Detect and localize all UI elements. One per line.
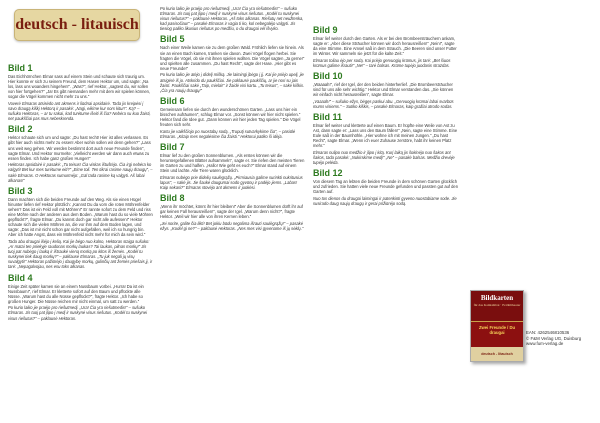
section-heading: Bild 6: [160, 95, 185, 106]
imprint: [526, 330, 581, 347]
column-2: [160, 6, 305, 418]
german-text: Elmar lief weiter und kletterte auf einen Baum. Er hüpfte eine Weile von Ast zu Ast, dann sagte er: „Lass uns den Baum fällen!" „Nein, sagte eine Stimme. Eine Eule saß in der Baumhöhle. „Hier wohne ich mit meinen Jungen." „Du hast Recht", sagte Elmar. „Wenn ich euer Zuhause zerstöre, habt ihr keinen Platz mehr.": [313, 123, 458, 149]
section-heading: Bild 10: [313, 71, 343, 82]
lithuanian-text: Elmaras nubėgo prie didelių saulėgrąžų. „Pirmiausia galime surinkti nukritusius lapus", – sakė jis. Jie šaukė daugumai sodo gyvūnų ir padėjo jiems. „Labas! Kaip sekasi?" Elmaras stovėjo ant akmens ir juokėsi.: [160, 174, 303, 190]
section-heading: Bild 12: [313, 168, 343, 179]
column-1: [8, 60, 153, 418]
box-title-text: Bildkarten: [480, 294, 514, 302]
german-text: Elmar lief zu den großen Sonnenblumen. „Als erstes können wir die heruntergefallenen Blätter aufsammeln", sagte er. Sie riefen den meisten Tieren im Garten zu und halfen. „Hallo! Wie geht es euch?" Elmar stand auf einem Stein und lachte. Alle Tiere waren glücklich.: [160, 152, 305, 174]
lithuanian-text: Tada abu draugai išėjo į kelią. Kai jie bėgo nuo kalno, Hektoras staiga sušuko: „Ar matai ten priekyje raudonas morkų laukas? Tai laukas, pilnas morkų!" Jis tuoj pat nubėgo į lauką ir ištraukė vieną morką po kitos iš žemės. „Kodėl tu nuskynei tiek daug morkų?" – paklausė Elmaras. „Tu juk negali jų visų suvalgyti!" Hektoras pažiūrėjo į daugybę morkų, gulinčių ant žemės priešais jį, ir tarė: „Nepagalvojau, nes esu toks alkanas.: [8, 238, 153, 270]
copyright: © F&M Verlag UG, Duisburg: [526, 335, 582, 341]
page-title: deutsch - litauisch: [15, 16, 139, 33]
section-heading: Bild 1: [8, 63, 33, 73]
section-heading: Bild 11: [313, 112, 343, 123]
lithuanian-text: Voverė Elmaras atsisėdo ant akmens ir liūdnai apsidairė. Tada jis kreipėsi į savo draugą kiškį Hektorą ir pasakė: „Nagi, eikime kur nors kitur!". Ką? – sušuko Hektoras, – ar tu sakai, kad turėtume išeiti iš čia? Nebėra su kuo žaisti, net paukščiai pas mus nebeskrenda.: [8, 100, 151, 122]
lithuanian-text: Elmaras nulipo nuo medžio ir įlipo į kitą. Kurį laiką jis šokinėjo nuo šakos ant šakos, tada pasakė: „Nukirskime medį!" „Ne" – pasakė balsas. Medžio drevėje tupėjo pelėda.: [313, 150, 455, 166]
german-text: Gemeinsam liefen sie durch den wunderschönen Garten. „Lass uns hier ein bisschen aufräumen", schlug Elmar vor. „Sonst können wir hier nicht spielen." Hektor fand die Idee gut. „Dann können wir hier jeden Tag spielen." Die Vögel freuten sich sehr.: [160, 106, 301, 128]
german-text: Elmar lief weiter durch den Garten. Als er bei den Brombeersträuchern ankam, sagte er: „Aber diese Sträucher können wir doch herausreißen!" „Nein!", sagte da eine Stimme. Eine Amsel saß in dem Strauch. „Die Beeren sind unser Futter im Winter. Wir sammeln sie jetzt für die kalte Zeit.": [313, 36, 457, 57]
section-heading: Bild 9: [313, 25, 338, 35]
german-text: Das Eichhörnchen Elmar sass auf einem Stein und schaute sich traurig um. Hier konnte er sich zu seinem Freund, dem Hasen Hektor um, und sagte: „Na los, lass uns woanders hingehen!". „Was?", rief Hektor, „sagtest du, wir sollen von hier fortgehen?" „Ja! Es gibt niemanden mehr mit dem wir spielen können, sogar die Vögel kommen nicht mehr zu uns.": [8, 74, 151, 100]
german-text: Hektor schaute sich um und sagte: „Du hast recht! Hier ist alles verlassen. Es gibt hier auch nichts mehr zu essen! Aber wohin sollen wir denn gehen?" „Lass uns weit weg gehen. Wir werden bestimmt dort auch neue Freunde finden", sagte Elmar. Und Hektor murmelte: „Vielleicht werden wir dann auch etwas zu essen finden. Ich habe ganz großen Hunger!": [8, 135, 151, 161]
section-heading: Bild 5: [160, 34, 185, 45]
section-heading: Bild 4: [8, 272, 33, 283]
title-box: [14, 9, 140, 41]
section-heading: Bild 3: [8, 185, 33, 196]
lithuanian-text: Po kurio laiko jie atėjo į didelį mišką. Jie laimingi įbėgo į jį. Kai jie priėjo upelį, jie atsigėrė iš jo. Atskrido du paukščiai. Jie paklausė paukščių, ar jie nori su jais žaisti. Paukščiai sakė „Taip, mielai!" ir žaidė visi kartu. „Tu teisus", – sakė kiškis. „Čia yra naujų draugų!": [160, 72, 305, 93]
german-text: „Waaaah!", rief der Igel, der den beiden hinterherlief. „Die Brombeersträucher sind für uns alle sehr wichtig." Hektor und Elmar verstanden das. „Sie können wir einfach nicht herausreißen", sagte Elmar.: [313, 82, 454, 98]
column-3: [313, 22, 458, 418]
lithuanian-text: „Jei norite, galite čia likti! Bet jokiu būdu negalima išrauti saulėgrąžų!" – pasakė ežys. „Kodėl gi ne?" – paklausė Hektoras. „Nes mes visi gyvename iš jų sėklų.": [160, 220, 304, 231]
german-text: Einige Zeit später kamen sie an einem Nussbaum vorbei. „Hurra! Da ist ein Nussbaum!", rief Elmar. Er kletterte sofort auf den Baum und pflückte alle Nüsse. „Warum hast du alle Nüsse gepflückt?", fragte Hektor. „Ich habe so großen Hunger. Die Nüsse reichen mir nicht einmal, um satt zu werden.": [8, 283, 144, 304]
german-text: Nach einer Weile kamen sie zu dem großen Wald. Fröhlich liefen sie hinein. Als sie an einen Bach kamen, tranken sie davon. Zwei Vögel flogen herbei. Sie fragten die Vögel, ob sie mit ihnen spielen wollten. Die Vögel sagten „Ja gerne!" und spielten alle zusammen. „Du hast Recht", sagte der Hase. „Hier gibt es neue Freunde!": [160, 45, 305, 71]
lithuanian-text: Nuo tos dienos du draugai laimingai ir patenkinti gyveno nuostabiame sode. Jie susirado daug naujų draugų ir gerai prižiūrėjo sodą.: [313, 196, 457, 207]
box-story-title: Zwei Freunde / Du draugai: [478, 325, 516, 335]
lithuanian-text: Kartu jie vaikščiojo po nuostabų sodą. „Truputį sutvarkykime čia", – pasiūlė Elmaras. „Kitaip mes negalėsime čia žaisti." Hektorui patiko ši idėja.: [160, 128, 296, 139]
publisher-url[interactable]: www.fum-verlag.de: [526, 341, 564, 347]
german-text: Dann machten sich die beiden Freunde auf den Weg. Als sie einen Hügel hinunter liefen rief Hektor plötzlich: „Kannst Du da vorn die roten Möhrenfelder sehen? Das ist ein Feld voll mit Möhren!" Er rannte sofort zu dem Feld und riss eine Möhre nach der anderen aus dem Boden. „Warum hast du so viele Möhren gepflückt?", fragte Elmar. „Du kannst doch gar nicht alle aufessen!" Hektor schaute sich die vielen Möhren an, die vor ihm auf dem Boden lagen, und sagte: „Das ist mir nicht schon gar nicht aufgefallen, weil ich so hungrig bin. Aber ich hatte Angst, dass ein Möhrenfeld nicht mehr für mich da sein wird.": [8, 196, 153, 238]
lithuanian-text: Po kurio laiko jie praėjo pro riešutmedį. „Ura! Čia yra riešutmedis!" – sušuko Elmaras. Jis tuoj pat įlipo į medį ir nuskynė visus riešutus. „Kodėl tu nuskynei visus riešutus?" – paklausė Hektoras. „Aš toks alkanas. Riešutų net neužtenka, kad pasisočiau!" – pasakė Elmaras ir vagia ti ko, kol nebegalėjo valgyti. Jis tiesiog paliko likusius riešutus po medžiu, o du draugai vėl išvyko.: [160, 6, 304, 32]
product-box-image: [470, 290, 524, 362]
lithuanian-text: Elmaras toliau ėjo per sodą. Kai priėjo gervuogių krūmus, jis tarė: „Bet šiuos krūmus galime išrauti!" „Ne!" – tarė balsas. Krūme tupėjo juodasis strazdas.: [313, 57, 451, 68]
section-heading: Bild 8: [160, 193, 185, 204]
box-title-top: [471, 291, 523, 321]
lithuanian-text: Po kurio laiko jie praėjo pro riešutmedį. „Ura! Čia yra riešutmedis!" – sušuko Elmaras. Jis tuoj pat įlipo į medį ir nuskynė visus riešutus. „Kodėl tu nuskynei visus riešutus?" – paklausė Hektoras.: [8, 305, 148, 321]
box-subtitle: für das Kamishibai · Erzähltheater: [473, 303, 521, 307]
box-language-label: deutsch - litauisch: [471, 347, 523, 361]
lithuanian-text: Hektoras apsidairė ir pasakė: „Tu teisus! Čia viskas ištuštėjo. Čia irgi nebėra ko valgyti! Bet kur mes turėtume eiti?" „Eime toli. Ten tikrai rasime naujų draugų", – sakė Elmaras. O Hektoras sumurmėjo: „Gal tada rasime ką valgyti. Aš labai alkanas!": [8, 162, 153, 183]
ean-code: EAN: 4262546810536: [526, 330, 570, 335]
section-heading: Bild 7: [160, 141, 185, 152]
section-heading: Bild 2: [8, 124, 33, 135]
german-text: Von diesem Tag an lebten die beiden Freunde in dem schönen Garten glücklich und zufrieden. Sie hatten viele neue Freunde gefunden und passten gut auf den Garten auf.: [313, 179, 458, 195]
lithuanian-text: „Vaaaah!" – sušuko ežys, bėgęs paskui abu. „Gervuogių krūmai labai svarbūs mums visiems." – Sutiko kiškis, – pasakė Elmaras, kaip gražiai atrodo sodas.: [313, 98, 454, 109]
german-text: „Wenn ihr möchtet, könnt ihr hier bleiben!" Aber die Sonnenblumen dürft ihr auf gar keinen Fall herausreißen!", sagte der Igel. „Warum denn nicht?", fragte Hektor. „Weil wir hier alle von ihren Kernen leben.": [160, 204, 303, 220]
